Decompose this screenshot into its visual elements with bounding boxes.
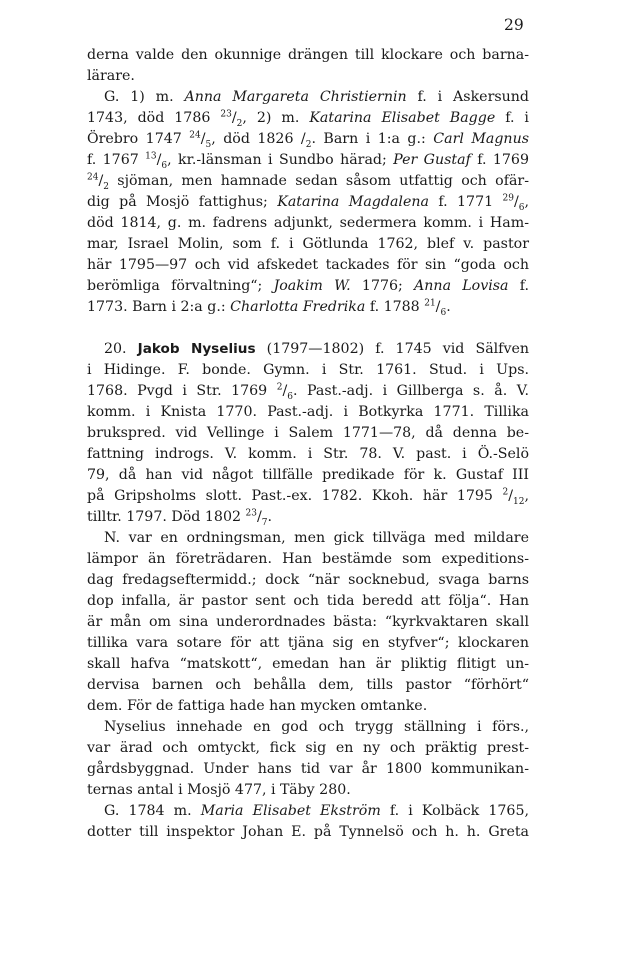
text-line: är mån om sina underordnades bästa: “kyrkvaktaren skall bbox=[87, 614, 529, 630]
text-line: f. 1767 $^{13}/_6$, kr.-länsman i Sundbo härad; Per Gustaf f. 1769 bbox=[87, 151, 529, 171]
text-line: var ärad och omtyckt, fick sig en ny och präktig prest- bbox=[87, 740, 529, 756]
text-line: mar, Israel Molin, som f. i Götlunda 1762, blef v. pastor bbox=[87, 236, 529, 252]
text-line: dop infalla, är pastor sent och tida beredd att följa“. Han bbox=[87, 593, 529, 609]
text-line: Nyselius innehade en god och trygg ställning i förs., bbox=[104, 719, 529, 735]
text-line: död 1814, g. m. fadrens adjunkt, sedermera komm. i Ham- bbox=[87, 215, 529, 231]
text-line: G. 1) m. Anna Margareta Christiernin f. i Askersund bbox=[104, 89, 529, 105]
text-line: ternas antal i Mosjö 477, i Täby 280. bbox=[87, 782, 351, 798]
text-line: G. 1784 m. Maria Elisabet Ekström f. i Kolbäck 1765, bbox=[104, 803, 529, 819]
body-text bbox=[87, 45, 529, 843]
text-line: dotter till inspektor Johan E. på Tynnelsö och h. h. Greta bbox=[87, 824, 529, 840]
text-line: tilltr. 1797. Död 1802 $^{23}/_7$. bbox=[87, 508, 272, 528]
text-line: dag fredagseftermidd.; dock “när socknebud, svaga barns bbox=[87, 572, 529, 588]
text-line: här 1795—97 och vid afskedet tackades för sin “goda och bbox=[87, 257, 529, 273]
text-line: dervisa barnen och behålla dem, tills pastor “förhört“ bbox=[87, 677, 529, 693]
text-line: $^{24}/_2$ sjöman, men hamnade sedan såsom utfattig och ofär- bbox=[87, 172, 529, 192]
text-line: fattning indrogs. V. komm. i Str. 78. V. past. i Ö.-Selö bbox=[87, 446, 529, 462]
paragraph-gap bbox=[87, 318, 529, 339]
text-line: 1743, död 1786 $^{23}/_2$, 2) m. Katarina Elisabet Bagge f. i bbox=[87, 109, 529, 129]
text-line: komm. i Knista 1770. Past.-adj. i Botkyrka 1771. Tillika bbox=[87, 404, 529, 420]
text-line: lärare. bbox=[87, 68, 135, 84]
text-line: dem. För de fattiga hade han mycken omtanke. bbox=[87, 698, 428, 714]
text-line: dig på Mosjö fattighus; Katarina Magdalena f. 1771 $^{29}/_6$, bbox=[87, 193, 530, 213]
text-line: 1773. Barn i 2:a g.: Charlotta Fredrika f. 1788 $^{21}/_6$. bbox=[87, 298, 451, 318]
text-line: skall hafva “matskott“, emedan han är pliktig flitigt un- bbox=[87, 656, 529, 672]
text-line: berömliga förvaltning“; Joakim W. 1776; Anna Lovisa f. bbox=[87, 278, 530, 294]
page-number: 29 bbox=[504, 16, 524, 34]
text-line: på Gripsholms slott. Past.-ex. 1782. Kkoh. här 1795 $^2/_{12}$, bbox=[87, 487, 529, 507]
text-line: tillika vara sotare för att tjäna sig en styfver“; klockaren bbox=[87, 635, 529, 651]
text-line: i Hidinge. F. bonde. Gymn. i Str. 1761. Stud. i Ups. bbox=[87, 362, 529, 378]
text-line: lämpor än företrädaren. Han bestämde som expeditions- bbox=[87, 551, 529, 567]
text-line: brukspred. vid Vellinge i Salem 1771—78, då denna be- bbox=[87, 425, 529, 441]
text-line: N. var en ordningsman, men gick tillväga med mildare bbox=[104, 530, 529, 546]
text-line: 79, då han vid något tillfälle predikade för k. Gustaf III bbox=[87, 467, 529, 483]
text-line: gårdsbyggnad. Under hans tid var år 1800 kommunikan- bbox=[87, 761, 529, 777]
text-line: derna valde den okunnige drängen till klockare och barna- bbox=[87, 47, 529, 63]
text-line: 20. Jakob Nyselius (1797—1802) f. 1745 vid Sälfven bbox=[104, 341, 529, 357]
text-line: Örebro 1747 $^{24}/_5$, död 1826 $/_2$. Barn i 1:a g.: Carl Magnus bbox=[87, 130, 529, 150]
text-line: 1768. Pvgd i Str. 1769 $^2/_6$. Past.-adj. i Gillberga s. å. V. bbox=[87, 382, 529, 402]
